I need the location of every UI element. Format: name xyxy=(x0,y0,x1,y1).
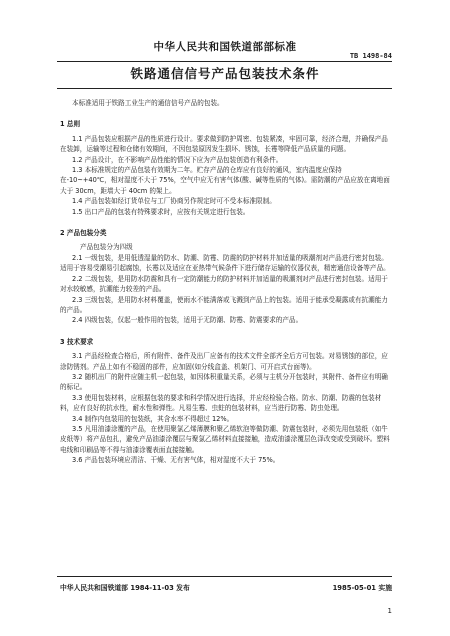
effective-date: 1985-05-01 实施 xyxy=(332,584,392,592)
footer-rule xyxy=(57,576,392,577)
clause-2-2: 2.2 二级包装，是用防水防震和具有一定防潮能力的防护材料并加适量的吸潮剂对产品进行密封包装。适用于对水较敏感，抗潮能力较差的产品。 xyxy=(60,274,388,294)
clause-2-3: 2.3 三级包装，是用防水材料覆盖，使雨水不能满落或飞溅到产品上的包装。适用于能承受凝露或有抗潮能力的产品。 xyxy=(60,295,388,314)
document-footer xyxy=(60,582,392,592)
clause-2-4: 2.4 四级包装，仅起一般作用的包装，适用于无防潮、防霉、防震要求的产品。 xyxy=(72,316,303,325)
clause-3-5: 3.5 凡用油漆涂覆的产品，在使用聚氯乙烯薄膜和聚乙烯软泡等做防潮、防震包装时，必须先用包装纸（如牛皮纸等）将产品包扎，避免产品油漆涂覆层与聚氯乙烯材料直接接触，造成油漆涂覆层色泽改变或受到破坏。塑料电线和印刷品等不得与油漆涂覆表面直接接触。 xyxy=(60,424,390,454)
document-title: 铁路通信信号产品包装技术条件 xyxy=(130,66,320,81)
page-number: 1 xyxy=(387,607,392,615)
clause-1-4: 1.4 产品包装如经订货单位与工厂协商另作规定时可不受本标准限制。 xyxy=(72,197,276,206)
clause-1-5: 1.5 出口产品的包装有特殊要求时，应按有关规定进行包装。 xyxy=(72,207,250,216)
clause-1-3: 1.3 本标准规定的产品包装有效期为二年。贮存产品的仓库应有良好的通风，室内温度应保持在-10~+40℃，相对湿度不大于 75%，空气中应无有害气体(酸、碱等性质的气体)。需防潮的产品应放在离地面大于 30cm，距墙大于 40cm 的架上。 xyxy=(60,166,390,195)
intro-paragraph: 本标准适用于铁路工业生产的通信信号产品的包装。 xyxy=(72,99,224,107)
clause-3-2: 3.2 随机出厂的附件应随主机一起包装，如因体积重量关系，必须与主机分开包装时，其附件、备件应有明确的标记。 xyxy=(60,372,388,392)
clause-3-6: 3.6 产品包装环境应清洁、干燥、无有害气体，相对湿度不大于 75%。 xyxy=(72,456,280,465)
title-rule xyxy=(57,88,392,89)
section-2-intro: 产品包装分为四级 xyxy=(80,243,133,252)
clause-3-3: 3.3 使用包装材料，应根据包装的要求和科学情况进行选择，并应经检验合格。防水、防潮、防震的包装材料，应有良好的抗水性，耐水性和弹性。凡易生霉、虫蛀的包装材料，应当进行防霉、防虫处理。 xyxy=(60,393,382,413)
clause-3-1: 3.1 产品经检查合格后，所有附件、备件及出厂应备有的技术文件全部齐全后方可包装。对易锈蚀的部位，应涂防锈剂。产品上如有不稳固的部件，应加固(如分线盒盖、机架门、可开启式台面等)。 xyxy=(60,352,388,371)
document-body xyxy=(60,98,392,466)
issue-date: 中华人民共和国铁道部 1984-11-03 发布 xyxy=(60,584,190,592)
section-1-heading: 1 总则 xyxy=(60,120,81,129)
clause-1-1: 1.1 产品包装应根据产品的性质进行设计。要求做到防护周密、包装紧凑，牢固可靠，经济合理，并确保产品在装卸，运输等过程和仓储有效期间，不因包装原因发生损坏、锈蚀，长霉等降低产品质量的问题。 xyxy=(60,134,388,154)
section-3-heading: 3 技术要求 xyxy=(60,337,94,346)
clause-1-2: 1.2 产品设计，在不影响产品性能的情况下应为产品包装创造有利条件。 xyxy=(72,155,283,164)
standard-number: TB 1498-84 xyxy=(349,52,392,60)
header-rule xyxy=(57,61,392,62)
issuing-ministry: 中华人民共和国铁道部部标准 xyxy=(153,41,297,53)
clause-3-4: 3.4 制作内包装用的包装纸，其含水率不得超过 12%。 xyxy=(72,414,234,423)
section-2-heading: 2 产品包装分类 xyxy=(60,229,107,238)
clause-2-1: 2.1 一级包装，是用低透湿量的防水、防潮、防霉、防震的防护材料并加适量的吸潮剂对产品进行密封包装。适用于容易受潮易引起腐蚀，长霉以及适应在亚热带气候条件下进行储存运输的仪器仪表，精密通信设备等产品。 xyxy=(60,253,390,273)
